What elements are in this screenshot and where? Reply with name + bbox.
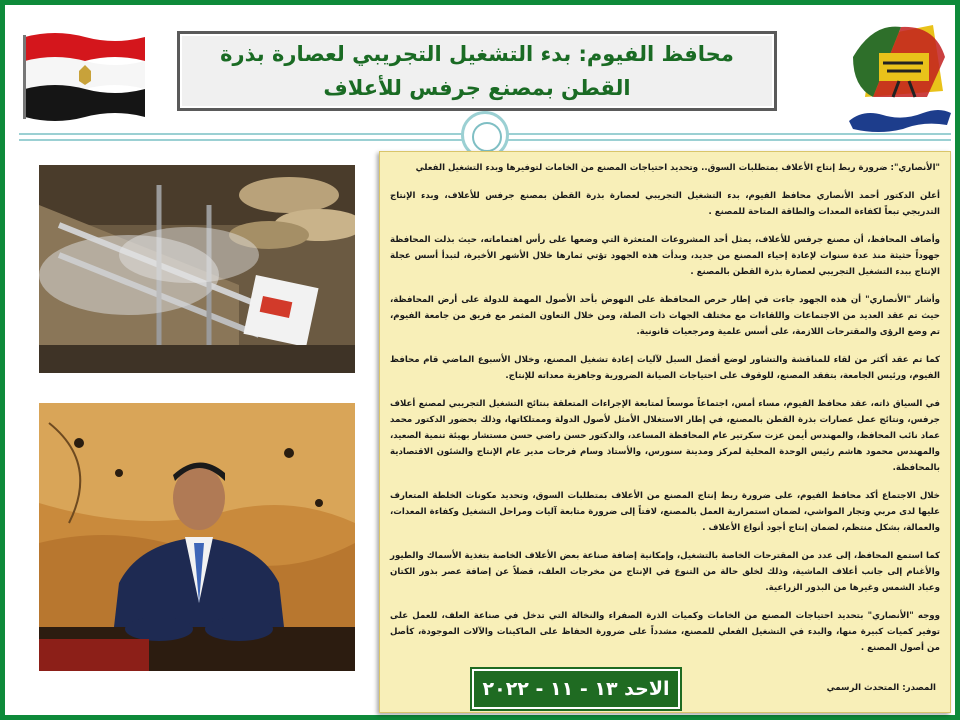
- fayoum-governorate-logo: [843, 17, 955, 135]
- article-paragraph: "الأنصاري": ضرورة ربط إنتاج الأعلاف بمتطلبات السوق.. وتحديد احتياجات المصنع من الخامات لتوفيرها وبدء التشغيل الفعلي: [415, 163, 940, 173]
- article-paragraph: وأضاف المحافظ، أن مصنع جرفس للأعلاف، يمثل أحد المشروعات المتعثرة التي وضعها على رأس اهتماماته، حيث بذلت المحافظة جهوداً حثيثة منذ عدة سنوات لإعادة إحياء المصنع من جديد، وبدأت هذه الجهود تؤتي ثمارها خلال الأشهر الأخيرة، لتبدأ أسس عجلة الإنتاج ببدء التشغيل التجريبي لعصارة بذرة القطن بالمصنع .: [390, 235, 940, 277]
- article-paragraph: خلال الاجتماع أكد محافظ الفيوم، على ضرورة ربط إنتاج المصنع من الأعلاف بمتطلبات السوق، وتحديد مكونات الخلطة المتعارف عليها لدى مربي وتجار المواشي، لضمان استمرارية العمل بالمصنع، لافتاً إلى ضرورة متابعة آليات ومراحل التشغيل وكفاءة المعدات، والعمالة، بشكل منتظم، لضمان إنتاج أجود أنواع الأعلاف .: [390, 491, 940, 533]
- headline: محافظ الفيوم: بدء التشغيل التجريبي لعصارة بذرة القطن بمصنع جرفس للأعلاف: [220, 42, 734, 100]
- article-source: المصدر: المتحدث الرسمي: [826, 683, 936, 693]
- article-paragraph: في السياق ذاته، عقد محافظ الفيوم، مساء أمس، اجتماعاً موسعاً لمتابعة الإجراءات المتعلقة بنتائج التشغيل التجريبي لمصنع أعلاف جرفس، ونتائج عمل عصارات بذرة القطن بالمصنع، في إطار الاستغلال الأمثل لأصول الدولة وممتلكاتها، وذلك بحضور الدكتور محمد عماد نائب المحافظ، والمهندس أيمن عزت سكرتير عام المحافظة المساعد، والدكتور حسن راضي حسن مستشار بهيئة تنمية الصعيد، والمهندس محمود هاشم رئيس الوحدة المحلية لمركز ومدينة سنورس، والأستاذ وسام فرحات مدير عام الإنتاج والشئون الاقتصادية بالمحافظة.: [390, 399, 940, 473]
- article-paragraph: أعلن الدكتور أحمد الأنصاري محافظ الفيوم، بدء التشغيل التجريبي لعصارة بذرة القطن بمصنع جرفس للأعلاف، وبدء الإنتاج التدريجي تبعاً لكفاءة المعدات والطاقة المتاحة للمصنع .: [390, 191, 940, 217]
- article-paragraph: كما استمع المحافظ، إلى عدد من المقترحات الخاصة بالتشغيل، وإمكانية إضافة صناعة بعض الأعلاف الخاصة بتغذية الأسماك والطيور والأغنام إلى جانب أعلاف الماشية، وذلك لخلق حالة من التنوع في الإنتاج من مخرجات العلف، فضلاً عن إضافة عصر بذور الكتان وعباد الشمس وغيرها من البذور الزراعية.: [390, 551, 940, 593]
- article-paragraph: كما تم عقد أكثر من لقاء للمناقشة والتشاور لوضع أفضل السبل لآليات إعادة تشغيل المصنع، وخلال الأسبوع الماضي قام محافظ الفيوم، ورئيس الجامعة، بتفقد المصنع، للوقوف على احتياجات الصيانة الضرورية وجاهزية معداته للإنتاج.: [390, 355, 940, 381]
- governor-at-desk-photo: [39, 403, 355, 671]
- article-paragraph: ووجه "الأنصاري" بتحديد احتياجات المصنع من الخامات وكميات الذرة الصفراء والنخالة التي تدخل في صناعة العلف، للعمل على توفير كميات كبيرة منها، والبدء في التشغيل الفعلي للمصنع، مشدداً على ضرورة الحفاظ على الماكينات والآلات الموجودة، كأصل من أصول المصنع .: [390, 611, 940, 653]
- article-panel: [379, 151, 951, 713]
- headline-box: [177, 31, 777, 111]
- article-paragraph: وأشار "الأنصاري" أن هذه الجهود جاءت في إطار حرص المحافظة على النهوض بأحد الأصول المهمة للدولة على أرض المحافظة، حيث تم عقد العديد من الاجتماعات واللقاءات مع مختلف الجهات ذات الصلة، ومن خلال التعاون المثمر مع فريق من جامعة الفيوم، تم وضع الرؤى والمقترحات اللازمة، على أسس علمية ومرجعيات قانونية.: [390, 295, 940, 337]
- date-badge: الاحد ١٣ - ١١ - ٢٠٢٢: [472, 669, 680, 709]
- factory-machinery-photo: [39, 165, 355, 373]
- egypt-flag-image: [21, 31, 151, 123]
